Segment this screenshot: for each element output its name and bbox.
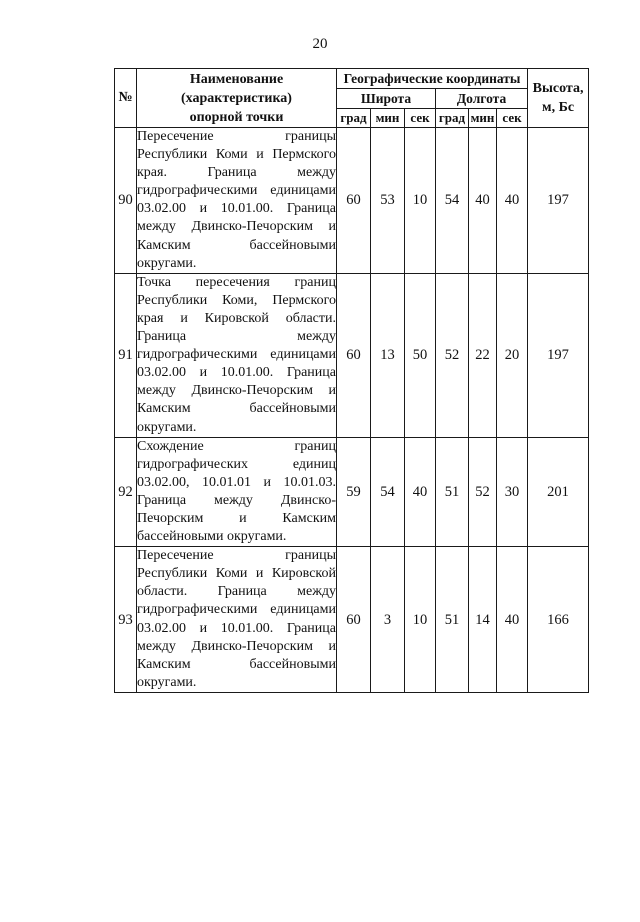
lon-min-cell: 52 — [469, 437, 497, 547]
header-lat-min: мин — [371, 109, 405, 128]
lon-min-cell: 40 — [469, 128, 497, 274]
row-description: Пересечение границы Республики Коми и Кировской области. Граница между гидрографическими единицами 03.02.00 и 10.01.00. Граница между Двинско-Печорским и Камским бассейновыми округами. — [137, 547, 337, 693]
lat-grad-cell: 60 — [337, 547, 371, 693]
lon-sec-cell: 30 — [497, 437, 528, 547]
header-height-line: Высота, — [532, 81, 584, 96]
lat-grad-cell: 60 — [337, 273, 371, 437]
header-lon-min: мин — [469, 109, 497, 128]
lat-min-cell: 3 — [371, 547, 405, 693]
lon-grad-cell: 51 — [436, 437, 469, 547]
lon-grad-cell: 51 — [436, 547, 469, 693]
row-description: Схождение границ гидрографических единиц 03.02.00, 10.01.01 и 10.01.03. Граница между Двинско-Печорским и Камским бассейновыми округами. — [137, 437, 337, 547]
page-number: 20 — [312, 36, 328, 52]
table-row — [115, 273, 589, 437]
lon-min-cell: 14 — [469, 547, 497, 693]
header-name-line: (характеристика) — [181, 90, 292, 106]
row-number: 91 — [115, 273, 137, 437]
lat-sec-cell: 10 — [405, 547, 436, 693]
header-latitude: Широта — [337, 89, 436, 109]
header-lat-sec: сек — [405, 109, 436, 128]
lat-grad-cell: 60 — [337, 128, 371, 274]
header-lon-grad: град — [436, 109, 469, 128]
table-row — [115, 128, 589, 274]
row-number: 92 — [115, 437, 137, 547]
header-number: № — [115, 69, 137, 128]
row-description: Пересечение границы Республики Коми и Пермского края. Граница между гидрографическими единицами 03.02.00 и 10.01.00. Граница между Двинско-Печорским и Камским бассейновыми округами. — [137, 128, 337, 274]
header-name — [137, 69, 337, 128]
header-height — [528, 69, 589, 128]
header-lat-grad: град — [337, 109, 371, 128]
header-name-line: опорной точки — [189, 109, 284, 125]
table-row — [115, 547, 589, 693]
height-cell: 201 — [528, 437, 589, 547]
table-row — [115, 437, 589, 547]
header-lon-sec: сек — [497, 109, 528, 128]
lon-sec-cell: 20 — [497, 273, 528, 437]
header-longitude: Долгота — [436, 89, 528, 109]
coordinates-table — [114, 68, 589, 693]
lon-grad-cell: 54 — [436, 128, 469, 274]
lat-sec-cell: 50 — [405, 273, 436, 437]
header-name-line: Наименование — [189, 71, 284, 87]
height-cell: 197 — [528, 128, 589, 274]
lat-min-cell: 54 — [371, 437, 405, 547]
lat-sec-cell: 10 — [405, 128, 436, 274]
lon-grad-cell: 52 — [436, 273, 469, 437]
lon-sec-cell: 40 — [497, 547, 528, 693]
lat-sec-cell: 40 — [405, 437, 436, 547]
height-cell: 197 — [528, 273, 589, 437]
row-description: Точка пересечения границ Республики Коми, Пермского края и Кировской области. Граница между гидрографическими единицами 03.02.00 и 10.01.00. Граница между Двинско-Печорским и Камским бассейновыми округами. — [137, 273, 337, 437]
lat-grad-cell: 59 — [337, 437, 371, 547]
height-cell: 166 — [528, 547, 589, 693]
lat-min-cell: 13 — [371, 273, 405, 437]
lon-min-cell: 22 — [469, 273, 497, 437]
row-number: 93 — [115, 547, 137, 693]
header-geo-coordinates: Географические координаты — [337, 69, 528, 89]
header-height-line: м, Бс — [542, 100, 575, 115]
lat-min-cell: 53 — [371, 128, 405, 274]
lon-sec-cell: 40 — [497, 128, 528, 274]
row-number: 90 — [115, 128, 137, 274]
